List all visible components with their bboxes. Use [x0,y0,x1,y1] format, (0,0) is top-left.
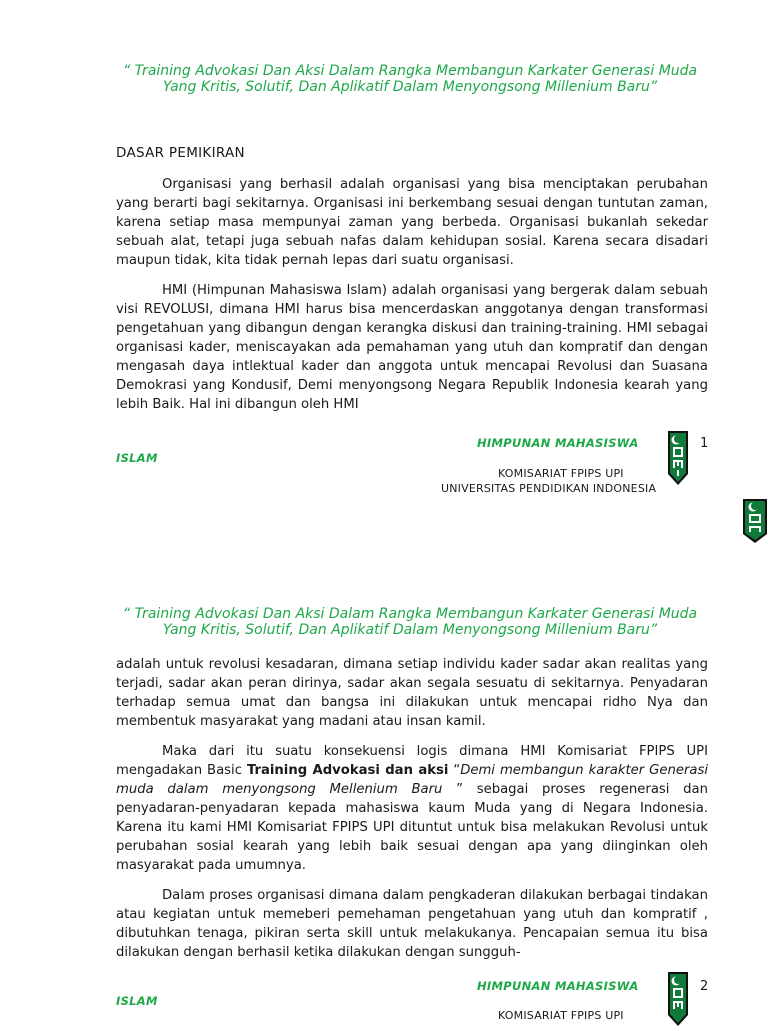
document-title: “ Training Advokasi Dan Aksi Dalam Rangka Membangun Karkater Generasi Muda Yang Kritis, Solutif, Dan Aplikatif Dalam Menyongsong Millenium Baru” [122,606,698,638]
page-number: 1 [700,436,709,451]
document-title: “ Training Advokasi Dan Aksi Dalam Rangka Membangun Karkater Generasi Muda Yang Kritis, Solutif, Dan Aplikatif Dalam Menyongsong Millenium Baru” [122,63,698,95]
footer-islam: ISLAM [116,994,158,1008]
footer-organization: HIMPUNAN MAHASISWA [477,979,639,993]
page-1-body [116,175,708,431]
document-page-2 [0,545,768,1024]
footer-komisariat: KOMISARIAT FPIPS UPI [498,467,624,480]
footer-islam: ISLAM [116,451,158,465]
hmi-logo-icon [742,498,768,548]
paragraph: Maka dari itu suatu konsekuensi logis dimana HMI Komisariat FPIPS UPI mengadakan Basic Training Advokasi dan aksi “Demi membangun karakter Generasi muda dalam menyongsong Mellenium Baru ” sebagai proses regenerasi dan penyadaran-penyadaran kepada mahasiswa kaum Muda yang di Negara Indonesia. Karena itu kami HMI Komisariat FPIPS UPI dituntut untuk bisa melakukan Revolusi untuk perubahan sosial kearah yang lebih baik sesuai dengan apa yang diinginkan oleh masyarakat pada umumnya. [116,744,708,873]
footer-university: UNIVERSITAS PENDIDIKAN INDONESIA [441,482,657,495]
page-2-body [116,655,708,967]
section-heading: DASAR PEMIKIRAN [116,145,245,161]
footer-organization: HIMPUNAN MAHASISWA [477,436,639,450]
bold-text: Training Advokasi dan aksi [246,763,449,778]
paragraph: Organisasi yang berhasil adalah organisasi yang bisa menciptakan perubahan yang berarti bagi sekitarnya. Organisasi ini berkembang sesuai dengan tuntutan zaman, karena setiap masa mempunyai zaman yang berbeda. Organisasi bukanlah sekedar sebuah alat, tetapi juga sebuah nafas dalam kehidupan sosial. Karena secara disadari maupun tidak, kita tidak pernah lepas dari suatu organisasi. [116,177,708,268]
italic-text: Demi membangun karakter Generasi muda dalam menyongsong Mellenium Baru [116,763,708,797]
hmi-logo-icon [667,430,689,490]
paragraph: adalah untuk revolusi kesadaran, dimana setiap individu kader sadar akan realitas yang terjadi, sadar akan peran dirinya, sadar akan segala sesuatu di sekitarnya. Penyadaran terhadap semua umat dan bangsa ini dilakukan untuk mencapai ridho Nya dan membentuk masyarakat yang madani atau insan kamil. [116,657,708,729]
page-number: 2 [700,979,709,994]
paragraph: HMI (Himpunan Mahasiswa Islam) adalah organisasi yang bergerak dalam sebuah visi REVOLUSI, dimana HMI harus bisa mencerdaskan anggotanya dengan transformasi pengetahuan yang dibangun dengan kerangka diskusi dan training-training. HMI sebagai organisasi kader, meniscayakan ada pemahaman yang utuh dan kompratif dan dengan mengasah daya intlektual kader dan anggota untuk mencapai Revolusi dan Suasana Demokrasi yang Kondusif, Demi menyongsong Negara Republik Indonesia kearah yang lebih Baik. Hal ini dibangun oleh HMI [116,283,708,412]
paragraph: Dalam proses organisasi dimana dalam pengkaderan dilakukan berbagai tindakan atau kegiatan untuk memeberi pemehaman pengetahuan yang utuh dan kompratif , dibutuhkan tenaga, pikiran serta skill untuk melakukanya. Pencapaian semua itu bisa dilakukan dengan berhasil ketika dilakukan dengan sungguh- [116,888,708,960]
hmi-logo-icon [667,971,689,1031]
footer-komisariat: KOMISARIAT FPIPS UPI [498,1009,624,1022]
